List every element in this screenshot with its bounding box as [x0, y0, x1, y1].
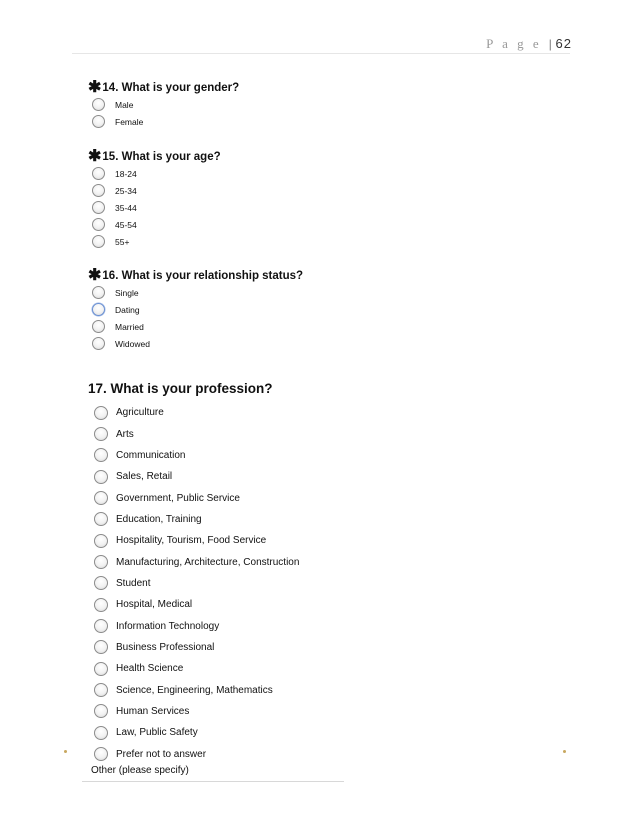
option-label: 35-44	[115, 202, 137, 213]
other-specify-label: Other (please specify)	[91, 765, 189, 776]
radio-icon[interactable]	[94, 512, 108, 526]
option-label: Information Technology	[116, 620, 220, 632]
option-label: Communication	[116, 449, 186, 461]
option-agriculture[interactable]	[94, 402, 299, 423]
radio-icon[interactable]	[92, 184, 105, 197]
option-single[interactable]	[92, 284, 303, 301]
question-gender	[88, 80, 239, 130]
radio-icon[interactable]	[94, 619, 108, 633]
option-label: Hospitality, Tourism, Food Service	[116, 535, 267, 547]
option-hospitality[interactable]	[94, 530, 299, 551]
option-label: Health Science	[116, 663, 184, 675]
option-label: Education, Training	[116, 513, 202, 525]
radio-icon[interactable]	[94, 598, 108, 612]
option-government[interactable]	[94, 487, 299, 508]
question-title	[88, 149, 221, 165]
option-information-technology[interactable]	[94, 615, 299, 636]
question-relationship	[88, 268, 303, 352]
edge-mark	[64, 750, 67, 753]
option-label: Prefer not to answer	[116, 748, 207, 760]
option-health-science[interactable]	[94, 658, 299, 679]
option-manufacturing[interactable]	[94, 551, 299, 572]
radio-icon[interactable]	[92, 286, 105, 299]
question-title	[88, 80, 239, 96]
other-specify-input[interactable]	[82, 781, 344, 782]
option-widowed[interactable]	[92, 335, 303, 352]
radio-icon[interactable]	[94, 683, 108, 697]
option-label: Student	[116, 577, 151, 589]
radio-icon[interactable]	[92, 98, 105, 111]
question-title-text: 16. What is your relationship status?	[102, 270, 304, 282]
option-label: Hospital, Medical	[116, 599, 193, 611]
option-student[interactable]	[94, 573, 299, 594]
question-title-text: 14. What is your gender?	[102, 82, 240, 94]
radio-icon[interactable]	[94, 427, 108, 441]
radio-icon[interactable]	[92, 167, 105, 180]
option-label: Female	[115, 116, 144, 127]
option-human-services[interactable]	[94, 701, 299, 722]
question-title-text: 17. What is your profession?	[88, 380, 273, 396]
required-star-icon: ✱	[88, 267, 102, 284]
option-hospital-medical[interactable]	[94, 594, 299, 615]
option-communication[interactable]	[94, 445, 299, 466]
option-label: Male	[115, 99, 134, 110]
option-married[interactable]	[92, 318, 303, 335]
option-label: Science, Engineering, Mathematics	[116, 684, 273, 696]
option-law-public-safety[interactable]	[94, 722, 299, 743]
page-word: P a g e	[486, 36, 542, 51]
option-label: Human Services	[116, 705, 190, 717]
radio-icon[interactable]	[94, 534, 108, 548]
option-label: Government, Public Service	[116, 492, 240, 504]
radio-icon[interactable]	[92, 337, 105, 350]
radio-icon[interactable]	[92, 218, 105, 231]
required-star-icon: ✱	[88, 79, 102, 96]
option-male[interactable]	[92, 96, 239, 113]
option-label: 18-24	[115, 168, 137, 179]
option-female[interactable]	[92, 113, 239, 130]
required-star-icon: ✱	[88, 148, 102, 165]
option-55-plus[interactable]	[92, 233, 221, 250]
option-dating[interactable]	[92, 301, 303, 318]
option-label: Married	[115, 321, 144, 332]
option-label: Widowed	[115, 338, 150, 349]
option-label: Arts	[116, 428, 134, 440]
radio-icon[interactable]	[92, 320, 105, 333]
option-label: Single	[115, 287, 139, 298]
radio-icon[interactable]	[92, 201, 105, 214]
option-label: 55+	[115, 236, 130, 247]
radio-icon[interactable]	[92, 115, 105, 128]
question-age	[88, 149, 221, 250]
radio-icon[interactable]	[94, 704, 108, 718]
option-education[interactable]	[94, 509, 299, 530]
radio-icon[interactable]	[94, 662, 108, 676]
page-header	[486, 36, 572, 52]
question-title	[88, 268, 303, 284]
radio-icon[interactable]	[94, 448, 108, 462]
option-label: 45-54	[115, 219, 137, 230]
option-label: Dating	[115, 304, 140, 315]
question-title-text: 15. What is your age?	[102, 151, 221, 163]
radio-icon[interactable]	[94, 726, 108, 740]
page-separator: |	[548, 36, 553, 51]
option-35-44[interactable]	[92, 199, 221, 216]
radio-icon[interactable]	[92, 303, 105, 316]
option-45-54[interactable]	[92, 216, 221, 233]
option-label: Law, Public Safety	[116, 727, 198, 739]
question-title	[88, 378, 299, 398]
radio-icon[interactable]	[94, 470, 108, 484]
option-25-34[interactable]	[92, 182, 221, 199]
page-number: 62	[555, 36, 572, 51]
radio-icon[interactable]	[94, 640, 108, 654]
radio-icon[interactable]	[94, 406, 108, 420]
option-prefer-not-to-answer[interactable]	[94, 744, 299, 765]
option-label: Agriculture	[116, 407, 164, 419]
option-business-professional[interactable]	[94, 637, 299, 658]
option-sales-retail[interactable]	[94, 466, 299, 487]
option-label: 25-34	[115, 185, 137, 196]
edge-mark	[563, 750, 566, 753]
option-label: Business Professional	[116, 641, 215, 653]
radio-icon[interactable]	[94, 576, 108, 590]
radio-icon[interactable]	[94, 491, 108, 505]
option-arts[interactable]	[94, 423, 299, 444]
radio-icon[interactable]	[92, 235, 105, 248]
option-science-engineering[interactable]	[94, 679, 299, 700]
option-label: Manufacturing, Architecture, Construction	[116, 556, 300, 568]
radio-icon[interactable]	[94, 555, 108, 569]
option-18-24[interactable]	[92, 165, 221, 182]
question-profession	[88, 378, 299, 765]
radio-icon[interactable]	[94, 747, 108, 761]
header-rule	[72, 53, 570, 54]
option-label: Sales, Retail	[116, 471, 173, 483]
